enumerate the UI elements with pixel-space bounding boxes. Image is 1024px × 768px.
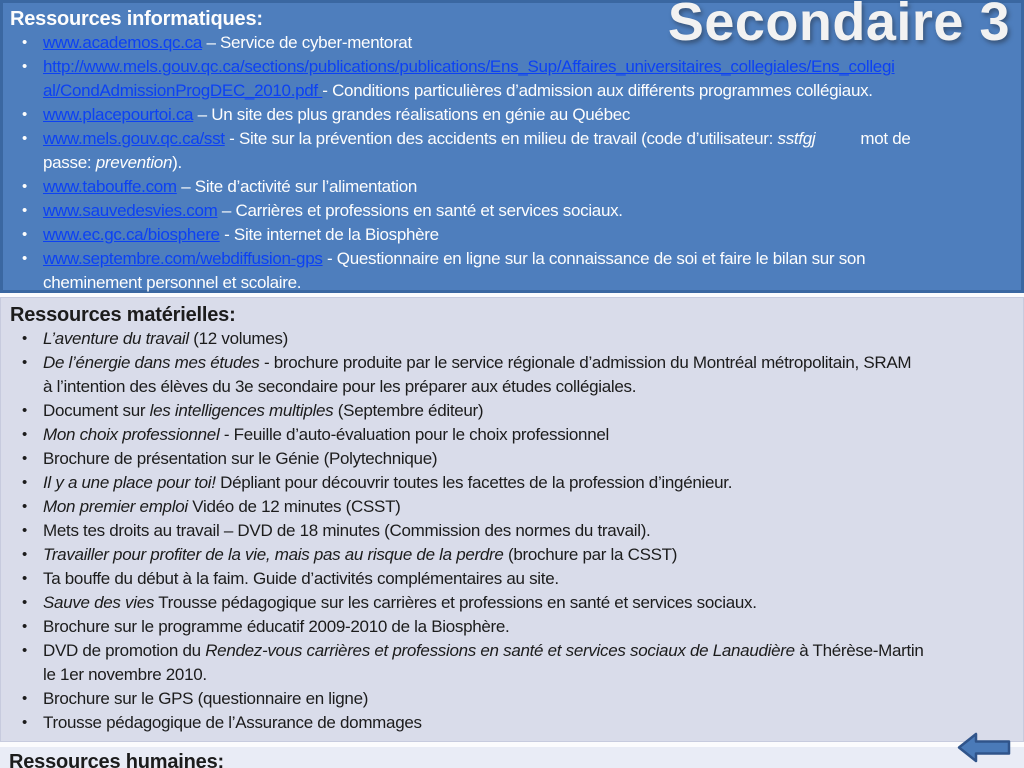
text-segment: Il y a une place pour toi! (43, 473, 216, 492)
text-segment: DVD de promotion du (43, 641, 206, 660)
text-segment: - Feuille d’auto-évaluation pour le choix professionnel (219, 425, 609, 444)
list-item (10, 519, 1017, 543)
list-item (10, 567, 1017, 591)
text-segment: Mon choix professionnel (43, 425, 220, 444)
text-segment: L’aventure du travail (43, 329, 189, 348)
list-item (10, 615, 1017, 639)
text-segment: Travailler pour profiter de la vie, mais pas au risque de la perdre (43, 545, 504, 564)
list-item (10, 103, 1015, 127)
text-segment: – Service de cyber-mentorat (202, 33, 412, 52)
list-item (10, 351, 1017, 399)
list-item (10, 127, 1015, 175)
text-segment: Mon premier emploi (43, 497, 188, 516)
text-segment: ). (172, 153, 182, 172)
text-segment: - Site sur la prévention des accidents en milieu de travail (code d’utilisateur: (224, 129, 778, 148)
hyperlink[interactable]: www.academos.qc.ca (43, 33, 203, 52)
hyperlink[interactable]: http://www.mels.gouv.qc.ca/sections/publications/publications/Ens_Sup/Affaires_universitaires_collegiales/Ens_collegi (43, 57, 895, 76)
text-segment: le 1er novembre 2010. (43, 665, 207, 684)
text-segment: (Septembre éditeur) (333, 401, 484, 420)
hyperlink[interactable]: www.placepourtoi.ca (43, 105, 194, 124)
text-segment: Document sur (43, 401, 150, 420)
list-item (10, 175, 1015, 199)
text-segment: - Conditions particulières d’admission aux différents programmes collégiaux. (322, 81, 873, 100)
materielles-list (10, 327, 1017, 735)
text-segment: Mets tes droits au travail – DVD de 18 minutes (Commission des normes du travail). (43, 521, 651, 540)
list-item (10, 327, 1017, 351)
text-segment: – Un site des plus grandes réalisations en génie au Québec (193, 105, 631, 124)
text-segment: à l’intention des élèves du 3e secondaire pour les préparer aux études collégiales. (43, 377, 637, 396)
text-segment: Rendez-vous carrières et professions en santé et services sociaux de Lanaudière (205, 641, 795, 660)
hyperlink[interactable]: www.sauvedesvies.com (43, 201, 218, 220)
list-item (10, 495, 1017, 519)
section-materielles-heading: Ressources matérielles: (10, 304, 236, 326)
list-item (10, 639, 1017, 687)
text-segment: les intelligences multiples (149, 401, 334, 420)
text-segment: Dépliant pour découvrir toutes les facettes de la profession d’ingénieur. (215, 473, 733, 492)
section-humaines (0, 747, 1024, 768)
text-segment: – Carrières et professions en santé et services sociaux. (217, 201, 623, 220)
text-segment: - Questionnaire en ligne sur la connaissance de soi et faire le bilan sur son (322, 249, 866, 268)
text-segment: à Thérèse-Martin (794, 641, 924, 660)
section-humaines-heading: Ressources humaines: (9, 751, 224, 768)
text-segment: mot de (860, 129, 911, 148)
informatiques-list (10, 31, 1015, 295)
list-item (10, 223, 1015, 247)
list-item (10, 543, 1017, 567)
text-segment: Brochure sur le programme éducatif 2009-2010 de la Biosphère. (43, 617, 510, 636)
text-segment: Trousse pédagogique sur les carrières et professions en santé et services sociaux. (154, 593, 757, 612)
list-item (10, 423, 1017, 447)
text-segment: (12 volumes) (188, 329, 288, 348)
list-item (10, 247, 1015, 295)
text-segment: prevention (95, 153, 173, 172)
text-segment: cheminement personnel et scolaire. (43, 273, 302, 292)
text-segment: Sauve des vies (43, 593, 155, 612)
list-item (10, 471, 1017, 495)
text-segment: Brochure de présentation sur le Génie (Polytechnique) (43, 449, 438, 468)
text-segment: - brochure produite par le service régionale d’admission du Montréal métropolitain, SRAM (259, 353, 912, 372)
list-item (10, 711, 1017, 735)
text-segment: (brochure par la CSST) (503, 545, 678, 564)
hyperlink[interactable]: www.septembre.com/webdiffusion-gps (43, 249, 323, 268)
back-arrow-icon[interactable] (957, 732, 1011, 763)
text-segment: – Site d’activité sur l’alimentation (176, 177, 418, 196)
list-item (10, 447, 1017, 471)
list-item (10, 199, 1015, 223)
text-segment: Ta bouffe du début à la faim. Guide d’activités complémentaires au site. (43, 569, 559, 588)
section-materielles (0, 297, 1024, 742)
list-item (10, 591, 1017, 615)
list-item (10, 687, 1017, 711)
text-segment: sstfgj (777, 129, 816, 148)
text-segment: - Site internet de la Biosphère (219, 225, 439, 244)
list-item (10, 55, 1015, 103)
text-segment: Trousse pédagogique de l’Assurance de dommages (43, 713, 422, 732)
text-segment: Brochure sur le GPS (questionnaire en ligne) (43, 689, 369, 708)
hyperlink[interactable]: www.mels.gouv.qc.ca/sst (43, 129, 225, 148)
hyperlink[interactable]: www.ec.gc.ca/biosphere (43, 225, 220, 244)
text-segment: De l’énergie dans mes études (43, 353, 260, 372)
hyperlink[interactable]: al/CondAdmissionProgDEC_2010.pdf (43, 81, 323, 100)
page-title: Secondaire 3 (667, 0, 1010, 52)
list-item (10, 399, 1017, 423)
section-informatiques-heading: Ressources informatiques: (10, 8, 263, 30)
text-segment: Vidéo de 12 minutes (CSST) (187, 497, 401, 516)
hyperlink[interactable]: www.tabouffe.com (43, 177, 177, 196)
text-segment: passe: (43, 153, 96, 172)
